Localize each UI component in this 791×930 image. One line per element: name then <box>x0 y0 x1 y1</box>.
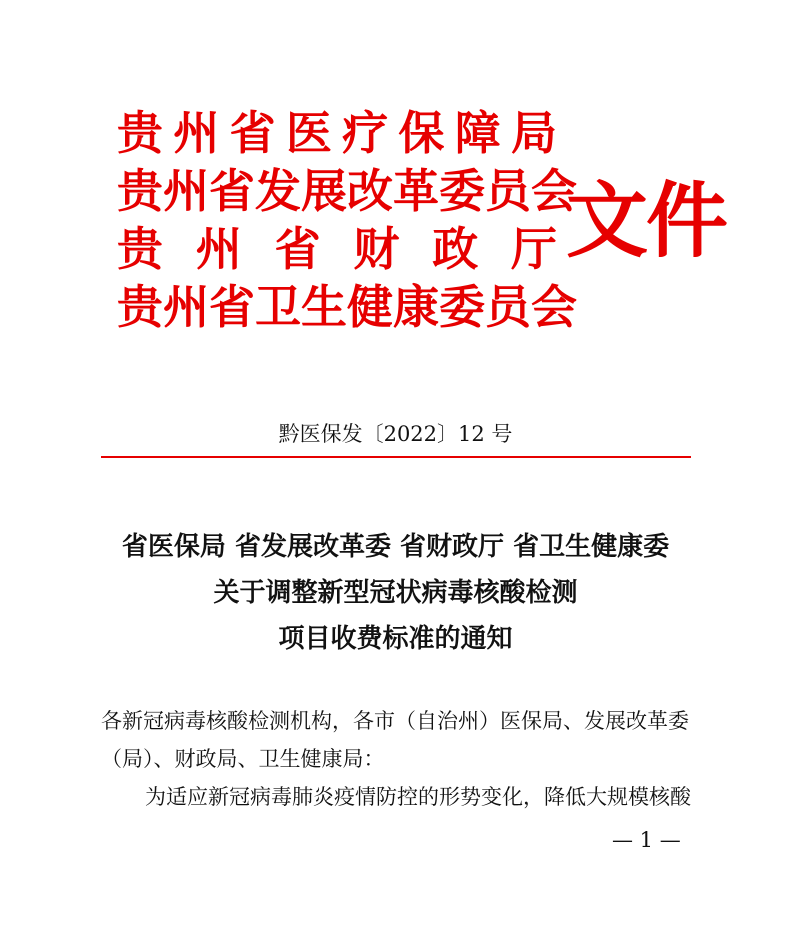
document-title <box>0 524 791 662</box>
page-number: — 1 — <box>612 828 681 852</box>
issuer-character: 员 <box>485 280 531 334</box>
title-line-1: 省医保局 省发展改革委 省财政厅 省卫生健康委 <box>121 532 670 562</box>
issuer-character: 州 <box>195 222 242 276</box>
issuer-character: 州 <box>173 106 220 160</box>
issuer-character: 政 <box>432 222 479 276</box>
issuer-character: 障 <box>454 106 501 160</box>
issuer-character: 发 <box>255 164 301 218</box>
issuer-character: 省 <box>209 280 255 334</box>
red-divider-line <box>101 456 691 458</box>
issuer-development-reform-commission <box>117 162 577 220</box>
issuer-character: 会 <box>531 280 577 334</box>
addressee-line-1: 各新冠病毒核酸检测机构，各市（自治州）医保局、发展改革委 <box>101 709 689 733</box>
issuer-character: 州 <box>163 164 209 218</box>
issuer-character: 疗 <box>342 106 389 160</box>
issuer-character: 省 <box>274 222 321 276</box>
issuing-authorities <box>117 104 577 336</box>
document-type-label: 文件 <box>566 173 727 269</box>
issuer-character: 委 <box>439 280 485 334</box>
title-line-2: 关于调整新型冠状病毒核酸检测 <box>213 578 578 608</box>
issuer-finance-department <box>117 220 557 278</box>
issuer-character: 生 <box>301 280 347 334</box>
issuer-character: 健 <box>347 280 393 334</box>
issuer-character: 卫 <box>255 280 301 334</box>
issuer-character: 展 <box>301 164 347 218</box>
title-line-3: 项目收费标准的通知 <box>278 624 513 654</box>
issuer-character: 革 <box>393 164 439 218</box>
issuer-character: 贵 <box>117 106 163 160</box>
issuer-health-commission <box>117 278 577 336</box>
issuer-character: 贵 <box>117 164 163 218</box>
issuer-character: 财 <box>353 222 400 276</box>
issuer-character: 保 <box>398 106 445 160</box>
document-number: 黔医保发〔2022〕12 号 <box>278 422 513 446</box>
document-body <box>101 702 701 816</box>
issuer-character: 州 <box>163 280 209 334</box>
issuer-character: 省 <box>229 106 276 160</box>
addressee-line-2: （局）、财政局、卫生健康局： <box>101 747 385 771</box>
issuer-character: 厅 <box>510 222 557 276</box>
issuer-character: 局 <box>510 106 557 160</box>
issuer-character: 会 <box>531 164 577 218</box>
issuer-medical-security-bureau <box>117 104 557 162</box>
issuer-character: 省 <box>209 164 255 218</box>
issuer-character: 贵 <box>117 280 163 334</box>
issuer-character: 康 <box>393 280 439 334</box>
issuer-character: 医 <box>285 106 332 160</box>
body-paragraph-1: 为适应新冠病毒肺炎疫情防控的形势变化，降低大规模核酸 <box>145 785 691 809</box>
issuer-character: 委 <box>439 164 485 218</box>
issuer-character: 改 <box>347 164 393 218</box>
issuer-character: 员 <box>485 164 531 218</box>
issuer-character: 贵 <box>117 222 163 276</box>
